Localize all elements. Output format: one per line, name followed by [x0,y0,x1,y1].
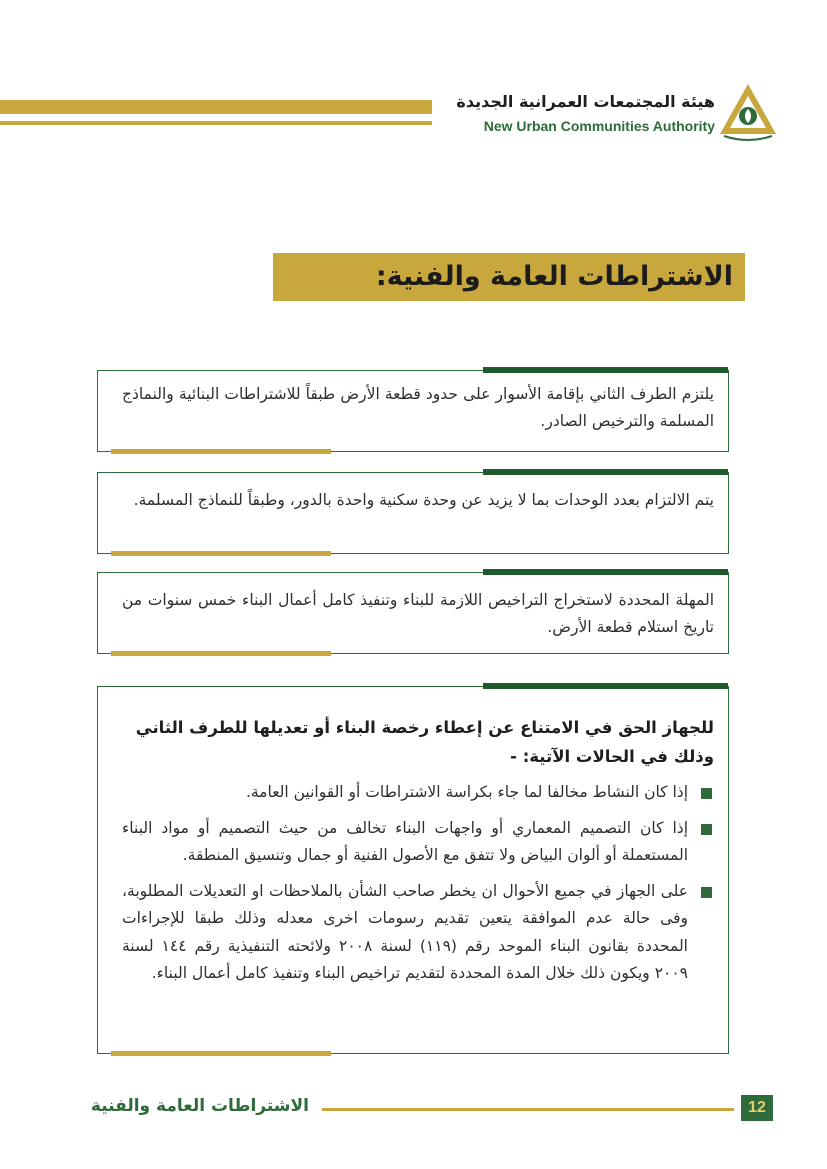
box-top-accent [483,569,728,575]
page-number: 12 [741,1095,773,1121]
requirement-box-deadline [97,572,729,654]
license-refusal-box [97,686,729,1054]
box-top-accent [483,367,728,373]
bullet-square-icon [701,788,712,799]
box-bottom-accent [111,551,331,556]
org-name-arabic: هيئة المجتمعات العمرانية الجديدة [456,92,715,111]
header-gold-bar [0,100,432,114]
requirement-box-units [97,472,729,554]
list-item [122,878,714,988]
list-item-text: على الجهاز في جميع الأحوال ان يخطر صاحب الشأن بالملاحظات او التعديلات المطلوبة، وفى حالة عدم الموافقة يتعين تقديم رسومات اخرى معدله وذلك طبقا للإجراءات المحددة بقانون البناء الموحد رقم (١١٩) لسنة ٢٠٠٨ ولائحته التنفيذية رقم ١٤٤ لسنة ٢٠٠٩ ويكون ذلك خلال المدة المحددة لتقديم تراخيص البناء وتنفيذ كامل أعمال البناء. [122,881,688,982]
header-gold-thin-bar [0,121,432,125]
box-top-accent [483,469,728,475]
nuca-logo-icon [718,82,778,142]
list-item-text: إذا كان التصميم المعماري أو واجهات البناء تخالف من حيث التصميم أو مواد البناء المستعملة أو ألوان البياض ولا تتفق مع الأصول الفنية أو جمال وتنسيق المنطقة. [122,818,688,864]
box-bottom-accent [111,449,331,454]
conditions-list [122,779,714,996]
box-bottom-accent [111,651,331,656]
section-title: الاشتراطات العامة والفنية: [375,261,733,292]
footer-title: الاشتراطات العامة والفنية [90,1096,309,1116]
list-item-text: إذا كان النشاط مخالفا لما جاء بكراسة الاشتراطات أو القوانين العامة. [245,783,688,801]
requirement-text: المهلة المحددة لاستخراج التراخيص اللازمة للبناء وتنفيذ كامل أعمال البناء خمس سنوات من تاريخ استلام قطعة الأرض. [122,591,714,636]
requirement-text: يلتزم الطرف الثاني بإقامة الأسوار على حدود قطعة الأرض طبقاً للاشتراطات البنائية والنماذج المسلمة والترخيص الصادر. [122,385,714,430]
box-top-accent [483,683,728,689]
requirement-box-fences [97,370,729,452]
box-bottom-accent [111,1051,331,1056]
requirement-text: يتم الالتزام بعدد الوحدات بما لا يزيد عن وحدة سكنية واحدة بالدور، وطبقاً للنماذج المسلمة. [133,491,714,509]
org-name-english: New Urban Communities Authority [483,118,715,134]
list-item [122,779,714,807]
bullet-square-icon [701,824,712,835]
footer-gold-line [322,1108,734,1111]
bullet-square-icon [701,887,712,898]
conditions-heading: للجهاز الحق في الامتناع عن إعطاء رخصة البناء أو تعديلها للطرف الثاني وذلك في الحالات الآتية: - [135,718,714,766]
list-item [122,815,714,870]
